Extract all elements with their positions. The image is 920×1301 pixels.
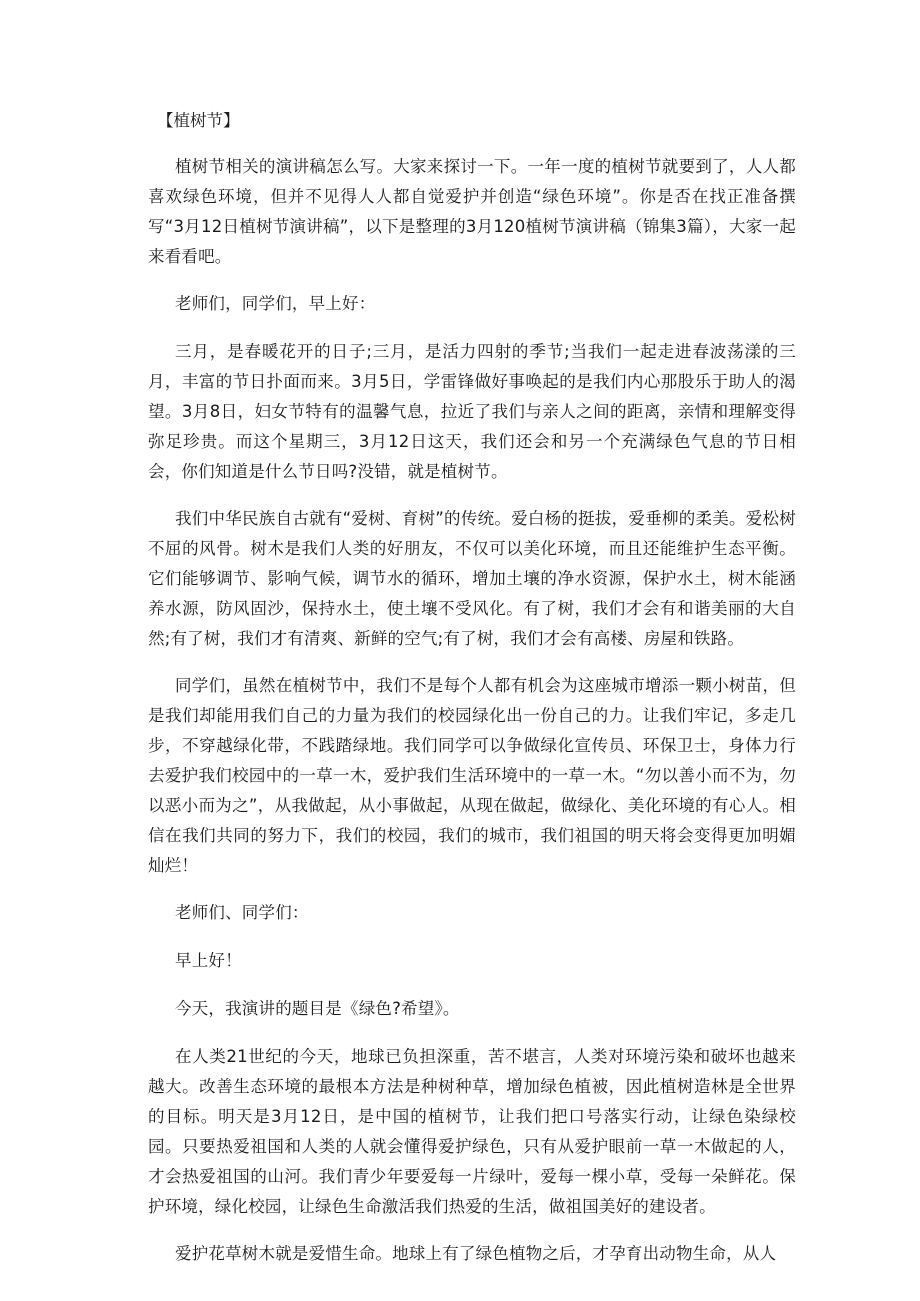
second-greeting-paragraph: 老师们、同学们： [175,903,309,922]
environment-paragraph: 在人类21世纪的今天，地球已负担深重，苦不堪言，人类对环境污染和破坏也越来越大。改善生态环境的最根本方法是种树种草，增加绿色植被，因此植树造林是全世界的目标。明天是3月12日，是中国的植树节，让我们把口号落实行动，让绿色染绿校园。只要热爱祖国和人类的人就会懂得爱护绿色，只有从爱护眼前一草一木做起的人，才会热爱祖国的山河。我们青少年要爱每一片绿叶，爱每一棵小草，受每一朵鲜花。保护环境，绿化校园，让绿色生命激活我们热爱的生活，做祖国美好的建设者。 [148,1047,796,1216]
morning-paragraph: 早上好！ [175,951,242,970]
document-title: 【植树节】 [157,111,240,130]
students-paragraph: 同学们，虽然在植树节中，我们不是每个人都有机会为这座城市增添一颗小树苗，但是我们却能用我们自己的力量为我们的校园绿化出一份自己的力。让我们牢记，多走几步，不穿越绿化带，不践踏绿地。我们同学可以争做绿化宣传员、环保卫士，身体力行去爱护我们校园中的一草一木，爱护我们生活环境中的一草一木。“勿以善小而不为，勿以恶小而为之”，从我做起，从小事做起，从现在做起，做绿化、美化环境的有心人。相信在我们共同的努力下，我们的校园，我们的城市，我们祖国的明天将会变得更加明媚灿烂！ [148,676,796,875]
life-paragraph: 爱护花草树木就是爱惜生命。地球上有了绿色植物之后，才孕育出动物生命，从人 [175,1244,777,1263]
march-paragraph: 三月，是春暖花开的日子;三月，是活力四射的季节;当我们一起走进春波荡漾的三月，丰富的节日扑面而来。3月5日，学雷锋做好事唤起的是我们内心那股乐于助人的渴望。3月8日，妇女节特有的温馨气息，拉近了我们与亲人之间的距离，亲情和理解变得弥足珍贵。而这个星期三，3月12日这天，我们还会和另一个充满绿色气息的节日相会，你们知道是什么节日吗?没错，就是植树节。 [148,342,796,481]
intro-paragraph: 植树节相关的演讲稿怎么写。大家来探讨一下。一年一度的植树节就要到了，人人都喜欢绿色环境，但并不见得人人都自觉爱护并创造“绿色环境”。你是否在找正准备撰写“3月12日植树节演讲稿”，以下是整理的3月120植树节演讲稿（锦集3篇），大家一起来看看吧。 [148,157,796,266]
tradition-paragraph: 我们中华民族自古就有“爱树、育树”的传统。爱白杨的挺拔，爱垂柳的柔美。爱松树不屈的风骨。树木是我们人类的好朋友，不仅可以美化环境，而且还能维护生态平衡。它们能够调节、影响气候，调节水的循环，增加土壤的净水资源，保护水土，树木能涵养水源，防风固沙，保持水土，使土壤不受风化。有了树，我们才会有和谐美丽的大自然;有了树，我们才有清爽、新鲜的空气;有了树，我们才会有高楼、房屋和铁路。 [148,509,796,648]
topic-paragraph: 今天，我演讲的题目是《绿色?希望》。 [175,999,460,1018]
document-body [148,106,796,1286]
greeting-paragraph: 老师们，同学们，早上好： [175,294,376,313]
